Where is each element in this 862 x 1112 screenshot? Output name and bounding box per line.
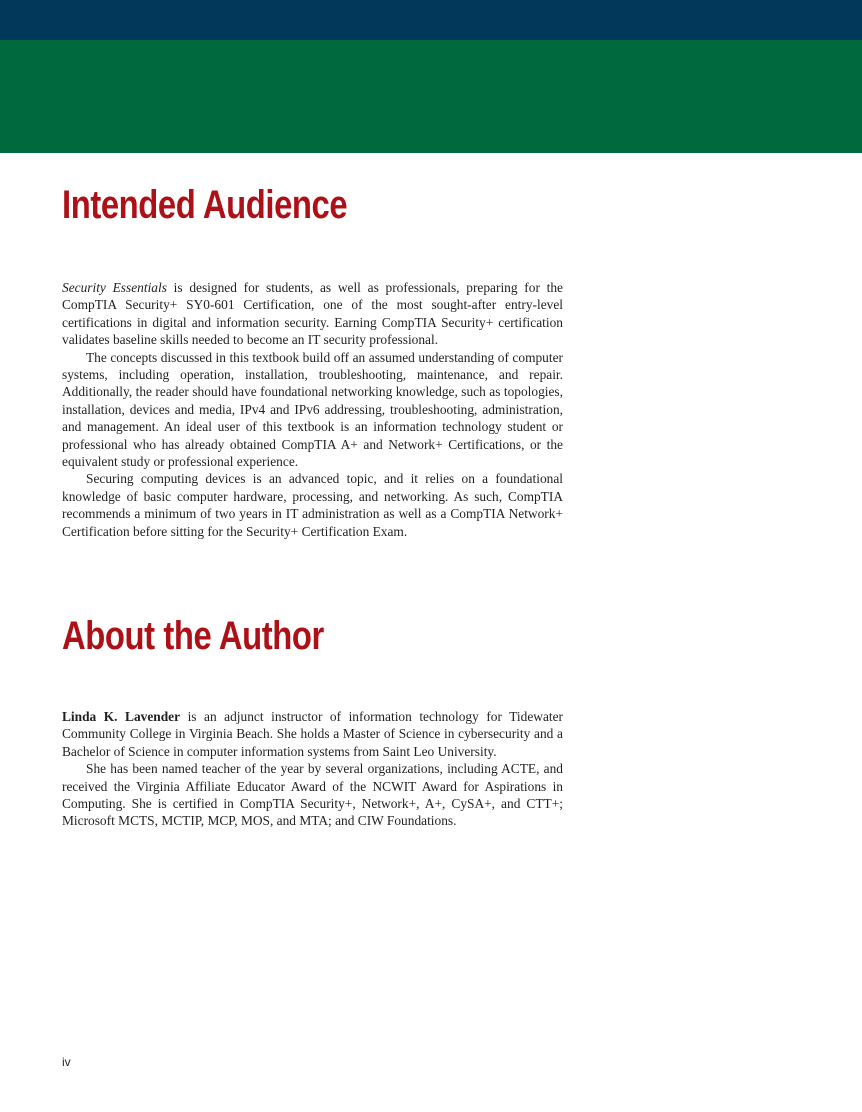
header-band-green	[0, 40, 862, 153]
page-number: iv	[62, 1055, 71, 1069]
section-body-about-the-author	[62, 708, 563, 830]
paragraph: Security Essentials is designed for students, as well as professionals, preparing for the CompTIA Security+ SY0-601 Certification, one of the most sought-after entry-level certifications in digital and information security. Earning CompTIA Security+ certification validates baseline skills needed to become an IT security professional.	[62, 280, 563, 348]
paragraph: The concepts discussed in this textbook build off an assumed understanding of computer systems, including operation, installation, troubleshooting, maintenance, and repair. Additionally, the reader should have foundational networking knowledge, such as topologies, installation, devices and media, IPv4 and IPv6 addressing, troubleshooting, administration, and management. An ideal user of this textbook is an information technology student or professional who has already obtained CompTIA A+ and Network+ Certifications, or the equivalent study or professional experience.	[62, 349, 563, 470]
book-title: Security Essentials	[62, 280, 167, 295]
section-title-about-the-author: About the Author	[62, 614, 324, 658]
author-name: Linda K. Lavender	[62, 709, 181, 724]
paragraph: Securing computing devices is an advanced topic, and it relies on a foundational knowledge of basic computer hardware, processing, and networking. As such, CompTIA recommends a minimum of two years in IT administration as well as a CompTIA Network+ Certification before sitting for the Security+ Certification Exam.	[62, 471, 563, 539]
section-title-intended-audience: Intended Audience	[62, 183, 348, 227]
header-band-top	[0, 0, 862, 40]
paragraph: She has been named teacher of the year by several organizations, including ACTE, and received the Virginia Affiliate Educator Award of the NCWIT Award for Aspirations in Computing. She is certified in CompTIA Security+, Network+, A+, CySA+, and CTT+; Microsoft MCTS, MCTIP, MCP, MOS, and MTA; and CIW Foundations.	[62, 761, 563, 829]
section-body-intended-audience	[62, 279, 563, 540]
paragraph: Linda K. Lavender is an adjunct instructor of information technology for Tidewater Community College in Virginia Beach. She holds a Master of Science in cybersecurity and a Bachelor of Science in computer information systems from Saint Leo University.	[62, 709, 564, 759]
